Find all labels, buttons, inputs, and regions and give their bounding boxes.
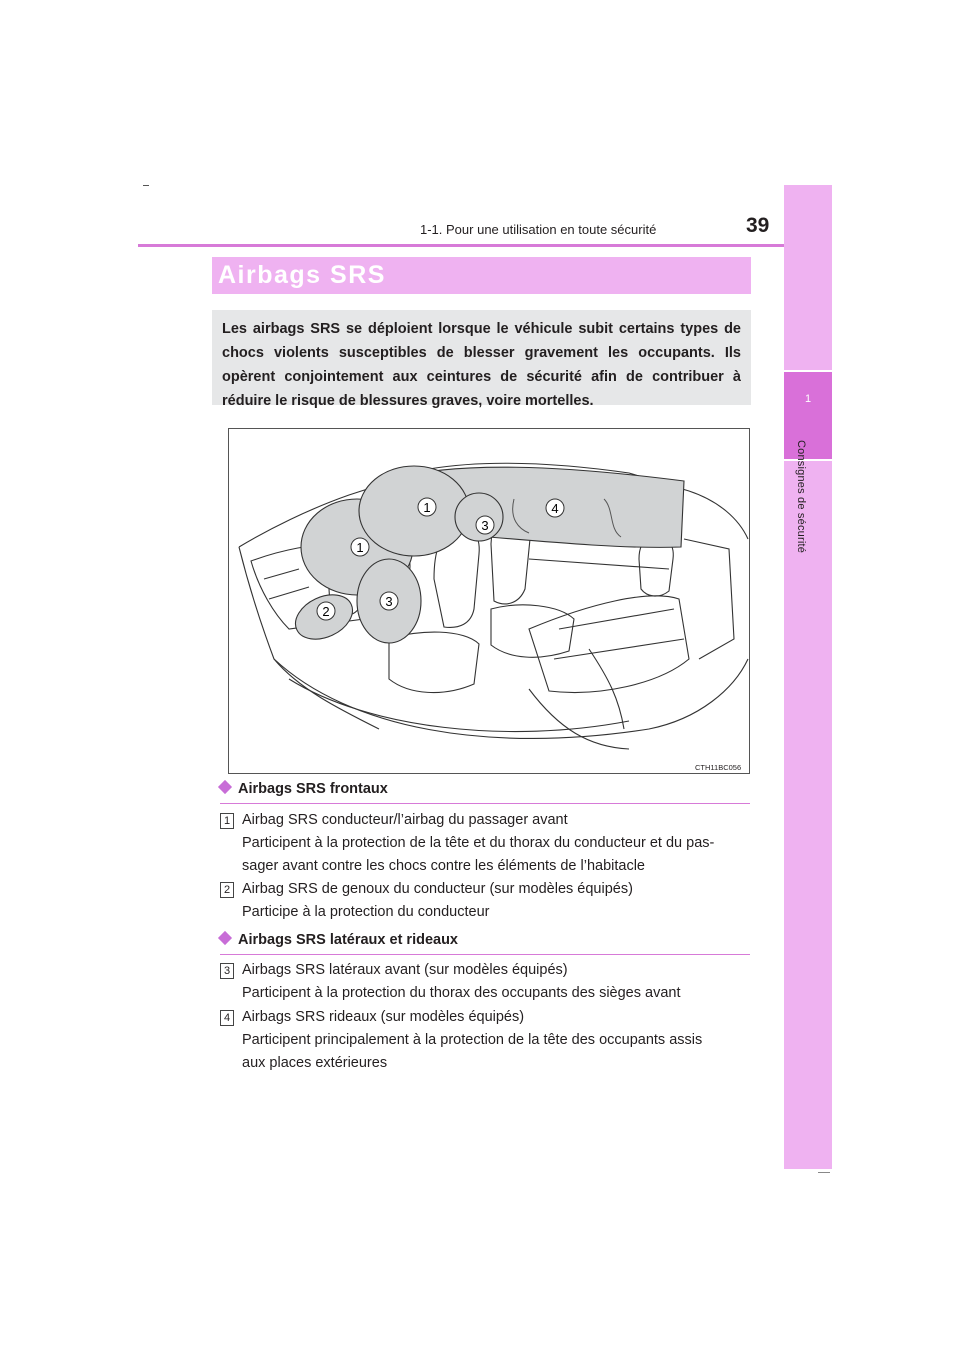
sidebar-chapter-tab <box>784 372 832 459</box>
page-title: Airbags SRS <box>218 261 386 289</box>
sidebar-tab-bottom <box>784 461 832 1169</box>
diamond-bullet-icon <box>218 780 232 794</box>
item-number-badge: 2 <box>220 882 234 898</box>
item-curtain-airbags: Airbags SRS rideaux (sur modèles équipés) Participent principalement à la protection de la tête des occupants assis aux places extérieures <box>242 1009 703 1071</box>
airbag-illustration <box>228 428 750 774</box>
page-number: 39 <box>746 214 770 237</box>
callout-2 <box>317 602 335 620</box>
item-frontal-airbags: Airbag SRS conducteur/l’airbag du passager avant Participent à la protection de la tête et du thorax du conducteur et du pas- sager avant contre les chocs contre les éléments de l’habitacle <box>242 812 715 874</box>
car-interior-drawing <box>229 429 749 773</box>
callout-4 <box>546 499 564 517</box>
callout-1b <box>351 538 369 556</box>
intro-box: Les airbags SRS se déploient lorsque le véhicule subit certains types de chocs violents susceptibles de blesser gravement les occupants. Ils opèrent conjointement aux ceintures de sécurité afin de contribuer à réduire le risque de blessures graves, voire mortelles. <box>212 310 751 405</box>
svg-text:3: 3 <box>385 594 393 609</box>
item-number-badge: 1 <box>220 813 234 829</box>
item-knee-airbag: Airbag SRS de genoux du conducteur (sur modèles équipés) Participe à la protection du conducteur <box>242 881 633 920</box>
chapter-number: 1 <box>804 393 812 405</box>
section-heading-side-curtain: Airbags SRS latéraux et rideaux <box>220 932 458 948</box>
callout-3a <box>380 592 398 610</box>
sidebar-tab-top <box>784 185 832 370</box>
callout-3b <box>476 516 494 534</box>
header-mark <box>143 185 149 186</box>
diamond-bullet-icon <box>218 931 232 945</box>
section-heading-frontal: Airbags SRS frontaux <box>220 781 388 797</box>
svg-text:2: 2 <box>322 604 330 619</box>
sidebar-tick <box>818 1172 830 1173</box>
header-rule <box>138 244 832 247</box>
figure-code: CTH11BC056 <box>695 763 742 772</box>
chapter-label: Consignes de sécurité <box>795 440 807 554</box>
section-header: 1-1. Pour une utilisation en toute sécurité <box>420 222 657 237</box>
svg-text:4: 4 <box>551 501 559 516</box>
section-rule <box>220 803 750 804</box>
item-number-badge: 3 <box>220 963 234 979</box>
item-side-airbags: Airbags SRS latéraux avant (sur modèles équipés) Participent à la protection du thorax des occupants des sièges avant <box>242 962 681 1001</box>
item-number-badge: 4 <box>220 1010 234 1026</box>
svg-text:1: 1 <box>356 540 364 555</box>
svg-text:3: 3 <box>481 518 489 533</box>
svg-text:1: 1 <box>423 500 431 515</box>
callout-1a <box>418 498 436 516</box>
section-rule <box>220 954 750 955</box>
